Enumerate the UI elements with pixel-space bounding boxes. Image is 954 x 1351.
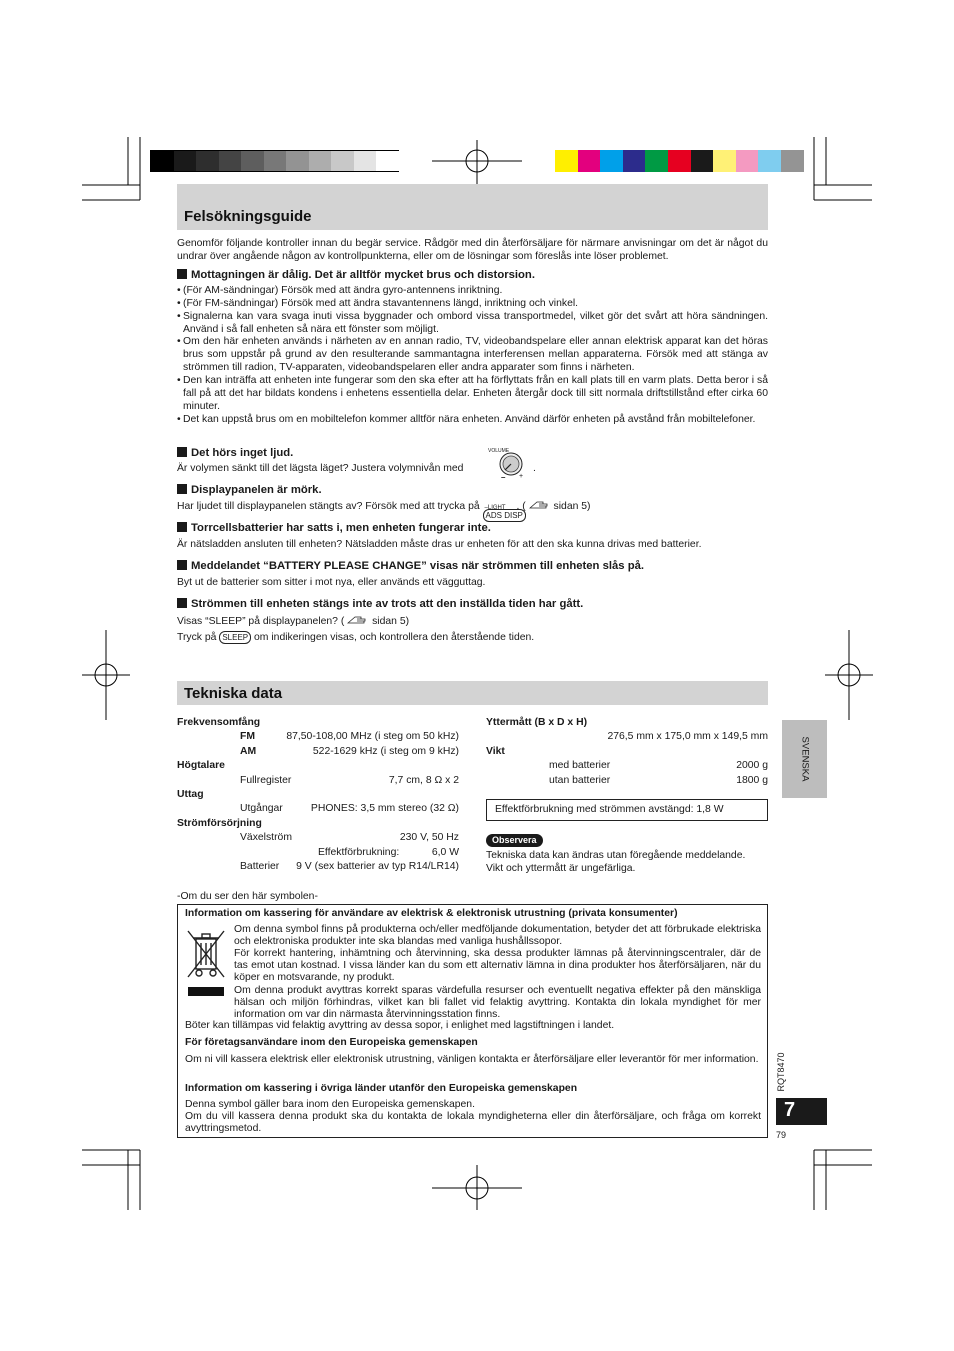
speaker-value: 7,7 cm, 8 Ω x 2 [388,775,459,786]
disposal-p7: Om du vill kassera denna produkt ska du kontakta de lokala myndigheterna eller din återförsäljare, och fråga om korrekt avyttringsmetod. [185,1111,761,1135]
fm-value: 87,50-108,00 MHz (i steg om 50 kHz) [286,731,459,742]
bullet-6: • Det kan uppstå brus om en mobiltelefon kommer alltför nära enheten. Använd därför enheten på avstånd från mobiltelefoner. [177,414,756,425]
troubleshooting-intro: Genomför följande kontroller innan du begär service. Rådgör med din återförsäljare för närmare anvisningar om det är något du undrar över angående någon av kontrollpunkterna, eller om de lösningar som föreslås inte löser problemet. [177,238,768,262]
specs-header [177,681,768,705]
battery-label: Batterier [240,861,280,872]
display-dark-heading: Displaypanelen är mörk. [177,483,322,497]
bullet-2: • (För FM-sändningar) Försök med att ändra stavantennens längd, inriktning och vinkel. [177,298,579,309]
am-label: AM [240,746,257,757]
without-batteries: utan batterier [549,775,611,786]
page-ref-icon [529,500,551,510]
standby-box: Effektförbrukning med strömmen avstängd: 1,8 W [486,799,768,821]
sleep-heading: Strömmen till enheten stängs inte av trots att den inställda tiden har gått. [177,597,583,611]
volume-knob-icon: VOLUME – + [488,448,524,482]
disposal-p1: Om denna symbol finns på produkterna och/eller medföljande dokumentation, betyder det att förbrukade elektriska och elektroniska produkter inte ska blandas med vanliga hushållssopor. [234,924,761,948]
battery-message-heading: Meddelandet “BATTERY PLEASE CHANGE” visas när strömmen till enheten slås på. [177,559,644,573]
troubleshooting-header [177,184,768,230]
am-value: 522-1629 kHz (i steg om 9 kHz) [312,746,459,757]
troubleshooting-title: Felsökningsguide [184,208,312,225]
output-value: PHONES: 3,5 mm stereo (32 Ω) [310,803,459,814]
battery-message-text: Byt ut de batterier som sitter i mot nya, eller används ett vägguttag. [177,577,486,588]
note-badge: Observera [486,834,543,847]
disposal-intro: -Om du ser den här symbolen- [177,891,318,902]
speaker-label: Högtalare [177,760,225,771]
no-sound-text: Är volymen sänkt till det lägsta läget? Justera volymnivån med [177,463,464,474]
ads-disp-key: ADS DISP [483,509,526,522]
battery-value: 9 V (sex batterier av typ R14/LR14) [296,861,459,872]
power-label: Strömförsörjning [177,818,262,829]
disposal-p4: Böter kan tillämpas vid felaktig avyttring av dessa sopor, i enlighet med lagstiftningen i landet. [185,1020,615,1031]
note-text-2: Vikt och yttermått är ungefärliga. [486,863,636,874]
disposal-heading-1: Information om kassering för användare av elektrisk & elektronisk utrustning (privata konsumenter) [185,908,678,919]
bullet-1: • (För AM-sändningar) Försök med att ändra gyro-antennens inriktning. [177,285,503,296]
output-type: Utgångar [240,803,283,814]
weee-bin-icon [184,929,228,1001]
sleep-text-2: Tryck på SLEEP om indikeringen visas, och kontrollera den återstående tiden. [177,632,535,643]
disposal-heading-2: För företagsanvändare inom den Europeiska gemenskapen [185,1037,478,1048]
specs-title: Tekniska data [184,685,283,702]
language-tab: SVENSKA [782,720,827,798]
disposal-p2: För korrekt hantering, inhämtning och återvinning, ska dessa produkter lämnas på återvinningscentraler, där de tas emot utan kostnad. I vissa länder kan du som ett alternativ lämna in dina produkter hos återförsäljaren, när du köper en motsvarande, ny produkt. [234,948,761,984]
disposal-heading-3: Information om kassering i övriga länder utanför den Europeiska gemenskapen [185,1083,578,1094]
disposal-box [177,904,768,1138]
ac-label: Växelström [240,832,292,843]
battery-not-working-heading: Torrcellsbatterier har satts i, men enheten fungerar inte. [177,521,491,535]
consumption-label: Effektförbrukning: [318,847,400,858]
fm-label: FM [240,731,256,742]
ac-value: 230 V, 50 Hz [399,832,459,843]
without-batteries-value: 1800 g [736,775,768,786]
sleep-key: SLEEP [219,631,251,644]
speaker-type: Fullregister [240,775,292,786]
bullet-4: • Om den här enheten används i närheten av en annan radio, TV, videobandspelare eller annan elektrisk apparat kan det höras brus som uppstår på grund av den resulterande sammantagna interferensen mellan apparaterna. Försök med att stänga av strömmen till radion, TV-apparaten, videobandspelaren eller andra apparater som finns i närheten. [177,336,768,373]
bullet-3: • Signalerna kan vara svaga inuti vissa byggnader och ombord vissa transportmedel, vilket gör det svårt att höra sändningen. Använd i så fall enheten så nära ett fönster som möjligt. [177,311,768,335]
no-sound-heading: Det hörs inget ljud. [177,446,293,460]
doc-code: RQT8470 [776,1052,786,1092]
sleep-text-1: Visas “SLEEP” på displaypanelen? ( sidan 5) [177,616,410,627]
reception-heading: Mottagningen är dålig. Det är alltför mycket brus och distorsion. [177,268,535,282]
disposal-p5: Om ni vill kassera elektrisk eller elektronisk utrustning, vänligen kontakta er återförsäljare eller leverantör för mer information. [185,1054,759,1065]
display-dark-text: Har ljudet till displaypanelen stängts av? Försök med att trycka på –LIGHT ADS DISP . ( sidan 5) [177,501,591,520]
disposal-p3: Om denna produkt avyttras korrekt sparas värdefulla resurser och eventuellt negativa effekter på den mänskliga hälsan och miljön förhindras, vilket kan bli fallet vid felaktig avyttring. Kontakta din lokala myndighet för mer information om var din närmasta återvinningsstation finns. [234,985,761,1021]
freq-label: Frekvensomfång [177,717,261,728]
battery-not-working-text: Är nätsladden ansluten till enheten? Nätsladden måste dras ur enheten för att den ska kunna drivas med batterier. [177,539,702,550]
disposal-p6: Denna symbol gäller bara inom den Europeiska gemenskapen. [185,1099,475,1110]
consumption-value: 6,0 W [431,847,459,858]
bullet-5: • Den kan inträffa att enheten inte fungerar som den ska efter att ha förflyttats från en kall plats till en varm plats. Detta beror i så fall på att det har bildats kondens i enhetens essentiella delar. Enheten återgår dock till sitt normala driftstillstånd efter cirka 60 minuter. [177,375,768,412]
with-batteries: med batterier [549,760,611,771]
page-ref-icon [347,615,369,625]
with-batteries-value: 2000 g [736,760,768,771]
no-sound-tail: . [533,463,536,474]
page-number: 79 [776,1130,787,1140]
weight-label: Vikt [486,746,505,757]
note-text-1: Tekniska data kan ändras utan föregående meddelande. [486,850,746,861]
output-label: Uttag [177,789,204,800]
dim-value: 276,5 mm x 175,0 mm x 149,5 mm [607,731,768,742]
chapter-number: 7 [776,1098,827,1125]
dim-label: Yttermått (B x D x H) [486,717,588,728]
